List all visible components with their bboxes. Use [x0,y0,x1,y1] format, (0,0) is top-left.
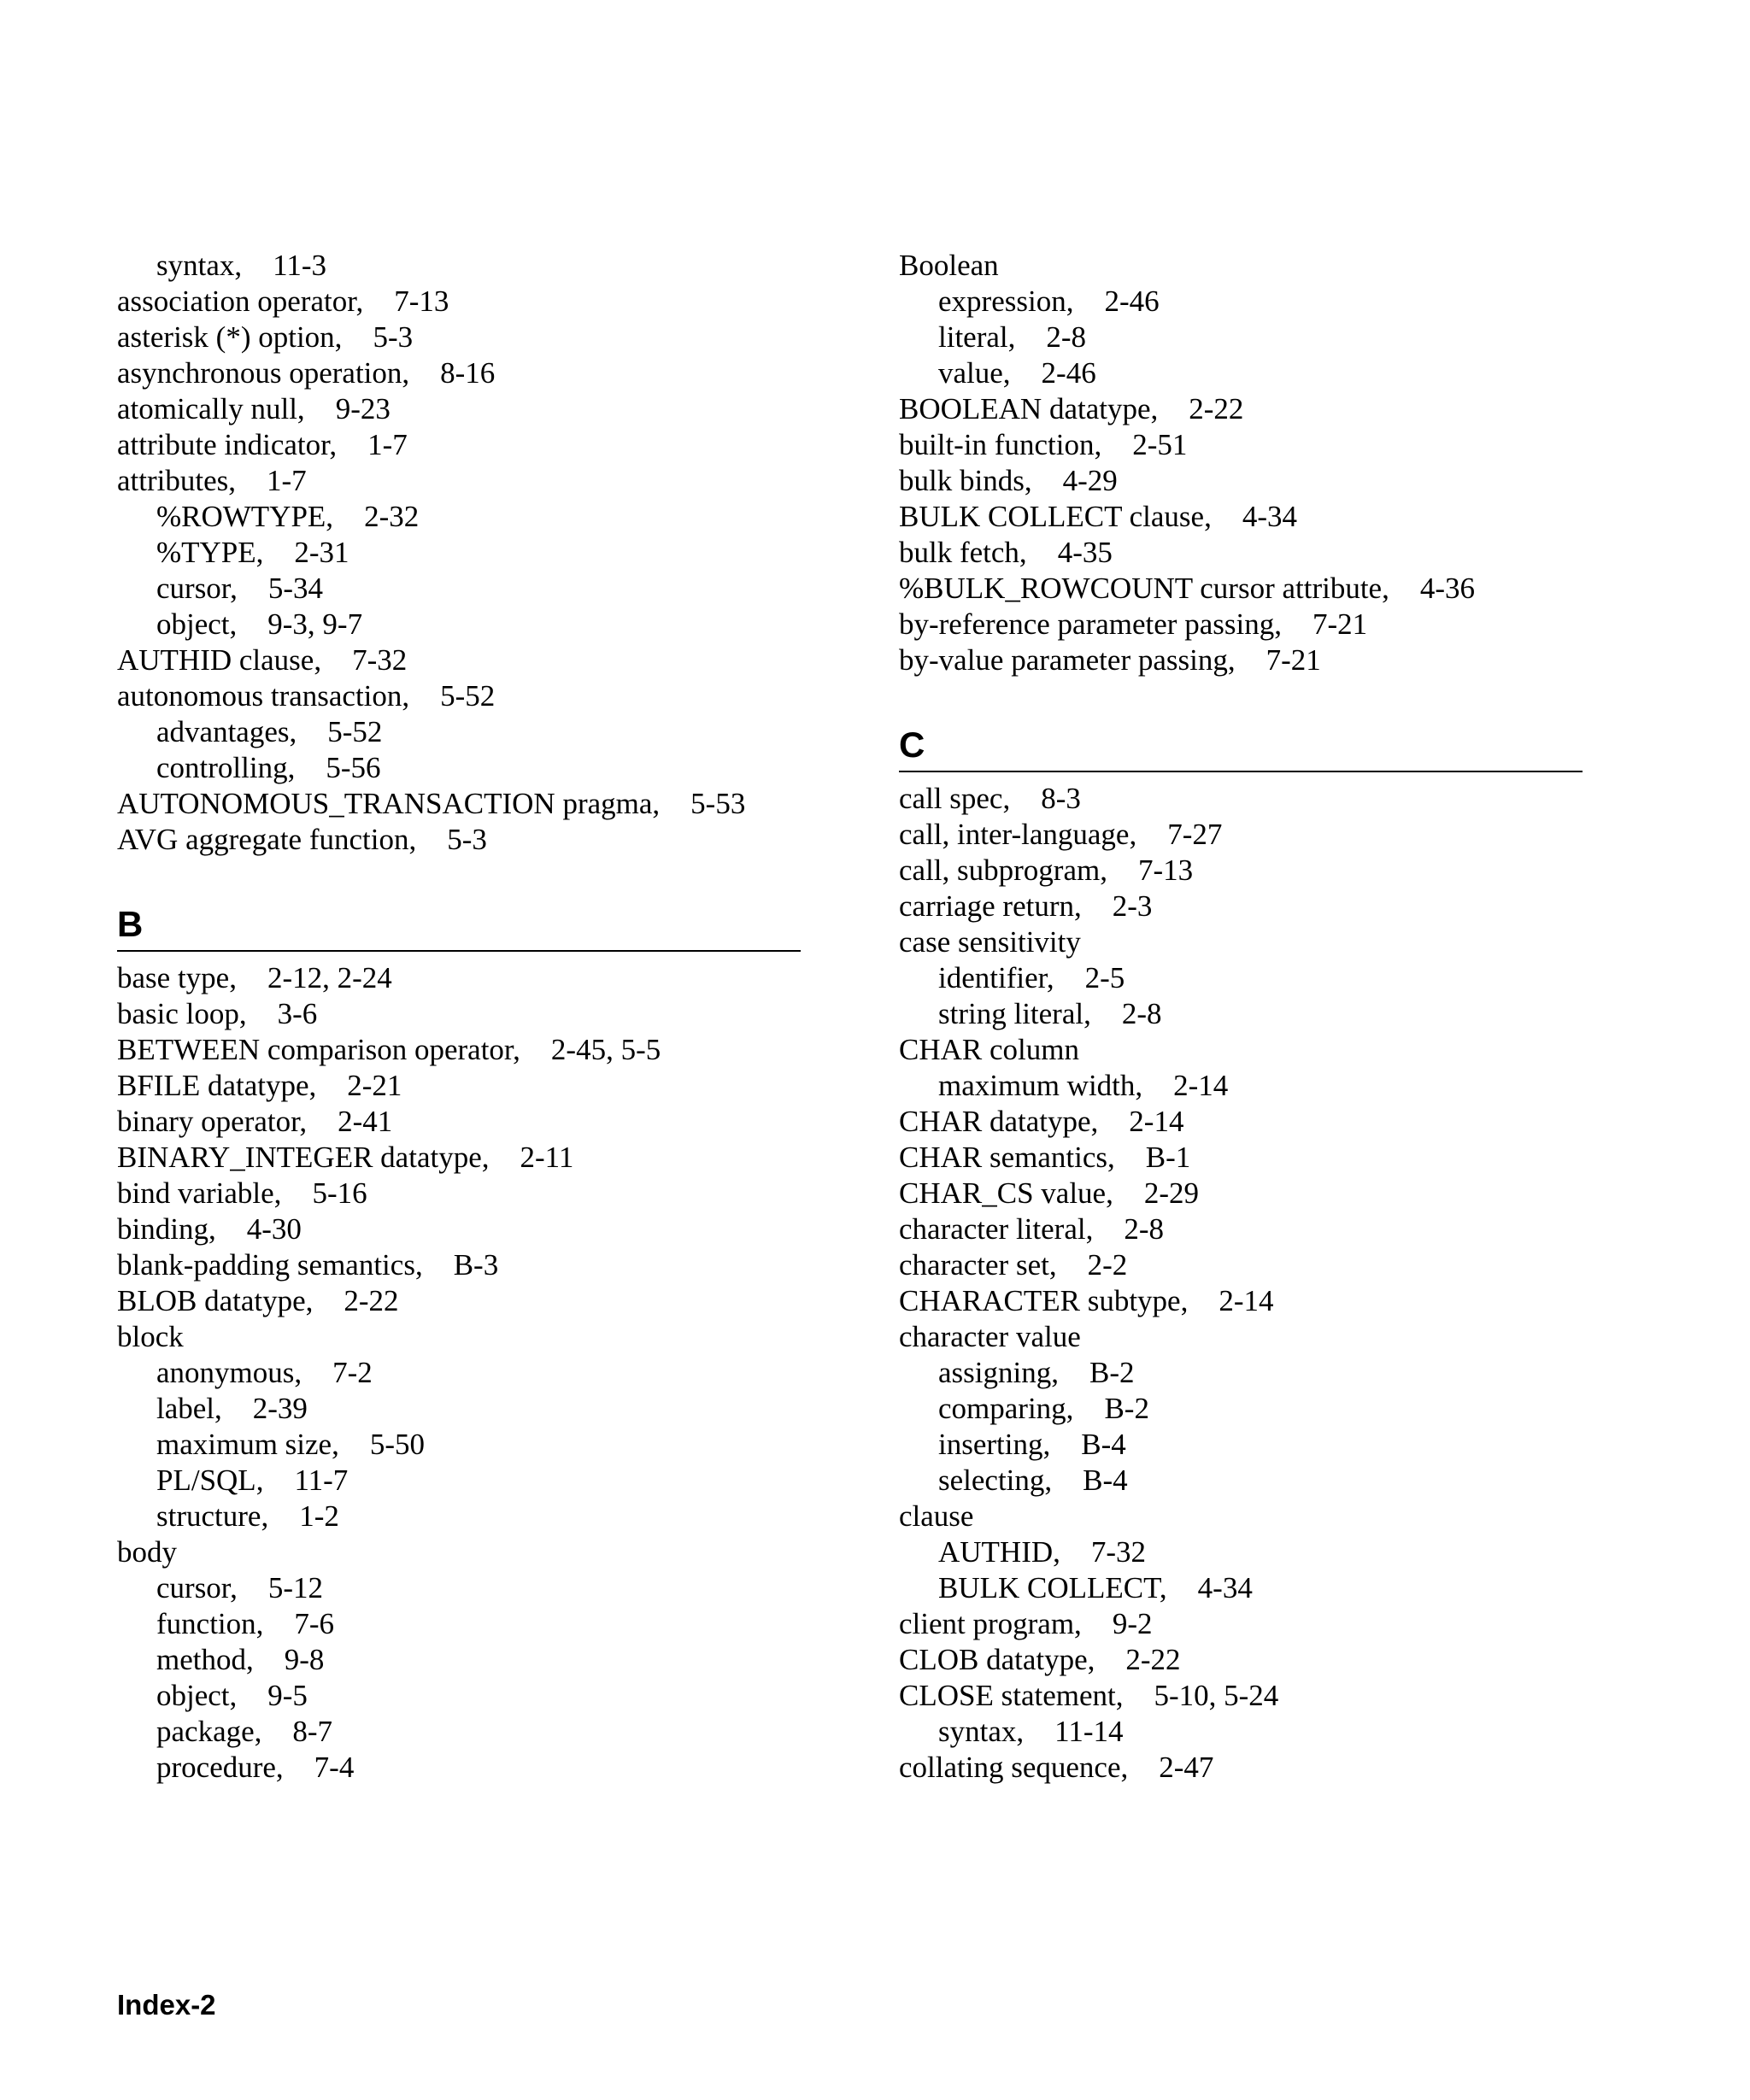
entry-list [117,960,801,1786]
index-term: character literal, [899,1212,1094,1246]
index-term: basic loop, [117,997,247,1030]
index-subentry [899,1355,1583,1391]
index-subentry [117,607,801,642]
index-term: package, [156,1715,262,1748]
page-reference: 5-34 [267,572,323,605]
page-reference: 5-52 [440,679,496,713]
page-reference: 5-16 [312,1176,367,1210]
index-term: AUTHID, [938,1535,1060,1569]
index-term: CHAR semantics, [899,1141,1115,1174]
index-term: procedure, [156,1751,284,1784]
index-term: BOOLEAN datatype, [899,392,1159,425]
index-entry [899,463,1583,499]
index-term: association operator, [117,284,364,318]
index-term: expression, [938,284,1074,318]
index-entry [117,1211,801,1247]
index-entry [899,889,1583,924]
index-subentry [899,960,1583,996]
index-term: attributes, [117,464,236,497]
page-reference: 7-2 [332,1356,373,1389]
page-reference: 2-5 [1084,961,1125,994]
page-reference: 2-8 [1121,997,1162,1030]
index-term: collating sequence, [899,1751,1129,1784]
index-column-right [899,248,1583,1786]
index-entry [899,1104,1583,1140]
page-reference: 2-31 [294,536,349,569]
index-term: blank-padding semantics, [117,1248,423,1282]
index-subentry [117,1714,801,1750]
index-entry [899,248,1583,284]
index-subentry [117,1750,801,1786]
page-reference: 2-8 [1046,320,1087,354]
index-term: asynchronous operation, [117,356,410,390]
page-reference: 2-3 [1112,889,1153,923]
index-term: CHAR_CS value, [899,1176,1113,1210]
index-entry [899,853,1583,889]
index-term: character set, [899,1248,1057,1282]
index-subentry [117,248,801,284]
index-term: %BULK_ROWCOUNT cursor attribute, [899,572,1389,605]
index-term: atomically null, [117,392,305,425]
index-subentry [117,1463,801,1499]
page-reference: 5-52 [327,715,383,748]
index-entry [117,822,801,858]
index-term: attribute indicator, [117,428,338,461]
page-reference: 2-21 [347,1069,402,1102]
index-term: asterisk (*) option, [117,320,343,354]
index-term: bulk binds, [899,464,1032,497]
index-term: assigning, [938,1356,1059,1389]
index-subentry [117,535,801,571]
page-reference: 4-36 [1419,572,1475,605]
index-term: autonomous transaction, [117,679,410,713]
index-entry [117,642,801,678]
index-entry [117,463,801,499]
index-subentry [899,1534,1583,1570]
page-reference: 5-53 [690,787,746,820]
entry-list [899,781,1583,1786]
index-subentry [117,1606,801,1642]
page-reference: 2-29 [1143,1176,1200,1210]
index-entry [117,786,801,822]
index-term: advantages, [156,715,297,748]
index-subentry [117,1642,801,1678]
page-reference: 11-14 [1054,1715,1124,1748]
page-reference: 4-34 [1197,1571,1253,1604]
page-reference: B-1 [1145,1141,1191,1174]
index-term: bulk fetch, [899,536,1027,569]
page-reference: 9-5 [267,1679,308,1712]
index-term: %ROWTYPE, [156,500,334,533]
page-reference: B-2 [1089,1356,1135,1389]
page-reference: 9-3, 9-7 [267,607,363,641]
index-subentry [899,320,1583,355]
index-entry [117,678,801,714]
index-term: BINARY_INTEGER datatype, [117,1141,490,1174]
section-heading-b: B [117,904,801,952]
page-reference: 9-2 [1112,1607,1153,1640]
entry-list [117,248,801,858]
index-entry [117,1068,801,1104]
page-reference: 7-6 [294,1607,335,1640]
index-subentry [117,1570,801,1606]
page-reference: B-2 [1104,1392,1149,1425]
index-term: case sensitivity [899,925,1081,959]
index-term: BFILE datatype, [117,1069,317,1102]
index-term: anonymous, [156,1356,302,1389]
index-term: CHAR datatype, [899,1105,1099,1138]
page-reference: 2-14 [1173,1069,1229,1102]
index-term: client program, [899,1607,1082,1640]
page-reference: 4-34 [1242,500,1297,533]
index-column-left [117,248,801,1786]
index-entry [117,355,801,391]
index-term: value, [938,356,1011,390]
index-term: syntax, [938,1715,1025,1748]
index-term: maximum size, [156,1428,339,1461]
page-reference: B-4 [1083,1464,1128,1497]
index-entry [117,320,801,355]
index-term: method, [156,1643,254,1676]
page-reference: 2-2 [1087,1248,1128,1282]
page-reference: 5-3 [447,823,487,856]
index-entry [899,1678,1583,1714]
page-reference: 7-13 [1137,853,1194,887]
page-reference: B-4 [1081,1428,1126,1461]
page-reference: 5-50 [369,1428,426,1461]
index-term: structure, [156,1499,269,1533]
index-entry [899,642,1583,678]
index-subentry [117,571,801,607]
page-reference: 1-2 [299,1499,339,1533]
page-reference: 2-51 [1132,428,1188,461]
page-reference: 2-22 [1189,392,1244,425]
index-entry [117,1104,801,1140]
index-term: controlling, [156,751,296,784]
index-subentry [899,1570,1583,1606]
index-subentry [899,1714,1583,1750]
index-term: binding, [117,1212,216,1246]
index-entry [117,1319,801,1355]
index-term: call, subprogram, [899,853,1107,887]
index-term: body [117,1535,177,1569]
page-reference: 11-7 [294,1464,349,1497]
index-entry [899,1211,1583,1247]
page-reference: 7-4 [314,1751,355,1784]
index-subentry [117,1391,801,1427]
index-entry [117,1032,801,1068]
index-entry [899,535,1583,571]
index-subentry [899,996,1583,1032]
page-reference: 2-11 [520,1141,574,1174]
index-term: binary operator, [117,1105,308,1138]
index-entry [899,924,1583,960]
page-reference: 1-7 [267,464,307,497]
index-entry [899,1032,1583,1068]
index-term: call spec, [899,782,1011,815]
index-term: base type, [117,961,237,994]
index-term: BLOB datatype, [117,1284,314,1317]
index-term: CLOSE statement, [899,1679,1124,1712]
index-term: cursor, [156,572,238,605]
page-reference: 2-32 [364,500,420,533]
index-entry [899,1499,1583,1534]
index-subentry [899,1391,1583,1427]
index-entry [899,391,1583,427]
index-term: object, [156,1679,238,1712]
index-term: CHARACTER subtype, [899,1284,1189,1317]
page-reference: 2-47 [1159,1751,1214,1784]
index-term: BULK COLLECT clause, [899,500,1212,533]
page-reference: 8-16 [440,356,496,390]
index-entry [899,1750,1583,1786]
section-heading-c: C [899,724,1583,772]
index-subentry [117,1499,801,1534]
index-entry [899,499,1583,535]
page-reference: 2-22 [344,1284,399,1317]
index-entry [117,1247,801,1283]
index-entry [117,1176,801,1211]
index-entry [899,1140,1583,1176]
index-term: by-value parameter passing, [899,643,1236,677]
index-term: AUTONOMOUS_TRANSACTION pragma, [117,787,661,820]
index-subentry [117,750,801,786]
index-term: selecting, [938,1464,1053,1497]
index-term: AUTHID clause, [117,643,322,677]
index-term: maximum width, [938,1069,1143,1102]
entry-list [899,248,1583,678]
page-reference: 3-6 [277,997,318,1030]
index-entry [117,427,801,463]
index-entry [899,427,1583,463]
index-entry [117,1534,801,1570]
index-subentry [899,355,1583,391]
index-term: PL/SQL, [156,1464,264,1497]
index-subentry [899,1463,1583,1499]
index-entry [117,391,801,427]
index-subentry [899,1068,1583,1104]
index-entry [117,284,801,320]
index-subentry [117,499,801,535]
index-term: carriage return, [899,889,1082,923]
index-term: function, [156,1607,264,1640]
page-footer: Index-2 [117,1989,216,2021]
page-reference: 9-23 [335,392,391,425]
page-reference: 8-7 [292,1715,333,1748]
index-entry [117,1283,801,1319]
page-reference: 2-41 [338,1105,393,1138]
index-entry [899,607,1583,642]
page-reference: 7-13 [394,284,449,318]
page-reference: 8-3 [1041,782,1081,815]
index-term: label, [156,1392,222,1425]
index-term: BETWEEN comparison operator, [117,1033,520,1066]
page-reference: 2-46 [1041,356,1096,390]
index-term: block [117,1320,184,1353]
index-term: clause [899,1499,974,1533]
page-reference: 7-21 [1266,643,1321,677]
index-term: CLOB datatype, [899,1643,1095,1676]
index-subentry [117,714,801,750]
index-entry [899,1319,1583,1355]
index-entry [899,1283,1583,1319]
index-term: object, [156,607,238,641]
index-subentry [117,1427,801,1463]
page-reference: 2-39 [252,1392,308,1425]
index-term: literal, [938,320,1016,354]
page-reference: 7-27 [1167,818,1223,851]
index-term: built-in function, [899,428,1102,461]
index-term: character value [899,1320,1081,1353]
page-reference: 7-32 [352,643,408,677]
page-reference: 11-3 [273,249,326,282]
page-reference: 4-30 [246,1212,302,1246]
index-entry [899,1642,1583,1678]
index-entry [117,960,801,996]
index-subentry [899,1427,1583,1463]
page-reference: 2-22 [1125,1643,1181,1676]
page-reference: 5-56 [326,751,381,784]
index-term: Boolean [899,249,999,282]
index-entry [899,817,1583,853]
page-reference: 2-12, 2-24 [267,961,392,994]
page-reference: 4-29 [1062,464,1118,497]
page-reference: 5-12 [267,1571,323,1604]
page-reference: 4-35 [1057,536,1113,569]
page-reference: 7-21 [1312,607,1368,641]
index-term: BULK COLLECT, [938,1571,1167,1604]
index-term: inserting, [938,1428,1051,1461]
index-entry [899,781,1583,817]
page-reference: 7-32 [1090,1535,1147,1569]
index-entry [117,996,801,1032]
index-term: AVG aggregate function, [117,823,417,856]
page-reference: 5-3 [373,320,414,354]
index-subentry [117,1678,801,1714]
page-reference: 2-8 [1124,1212,1164,1246]
page-reference: 2-46 [1104,284,1160,318]
index-term: cursor, [156,1571,238,1604]
index-entry [899,571,1583,607]
page-reference: 2-14 [1219,1284,1274,1317]
index-term: CHAR column [899,1033,1079,1066]
index-term: %TYPE, [156,536,264,569]
index-entry [899,1176,1583,1211]
page-reference: 5-10, 5-24 [1154,1679,1279,1712]
index-term: call, inter-language, [899,818,1137,851]
index-entry [117,1140,801,1176]
page-reference: B-3 [453,1248,499,1282]
index-term: comparing, [938,1392,1074,1425]
index-term: by-reference parameter passing, [899,607,1282,641]
index-term: string literal, [938,997,1091,1030]
index-term: syntax, [156,249,243,282]
index-term: bind variable, [117,1176,282,1210]
page-reference: 2-14 [1129,1105,1184,1138]
page-reference: 9-8 [284,1643,325,1676]
index-entry [899,1247,1583,1283]
index-term: identifier, [938,961,1054,994]
index-entry [899,1606,1583,1642]
page-reference: 1-7 [367,428,408,461]
index-subentry [899,284,1583,320]
page-reference: 2-45, 5-5 [550,1033,661,1066]
index-subentry [117,1355,801,1391]
